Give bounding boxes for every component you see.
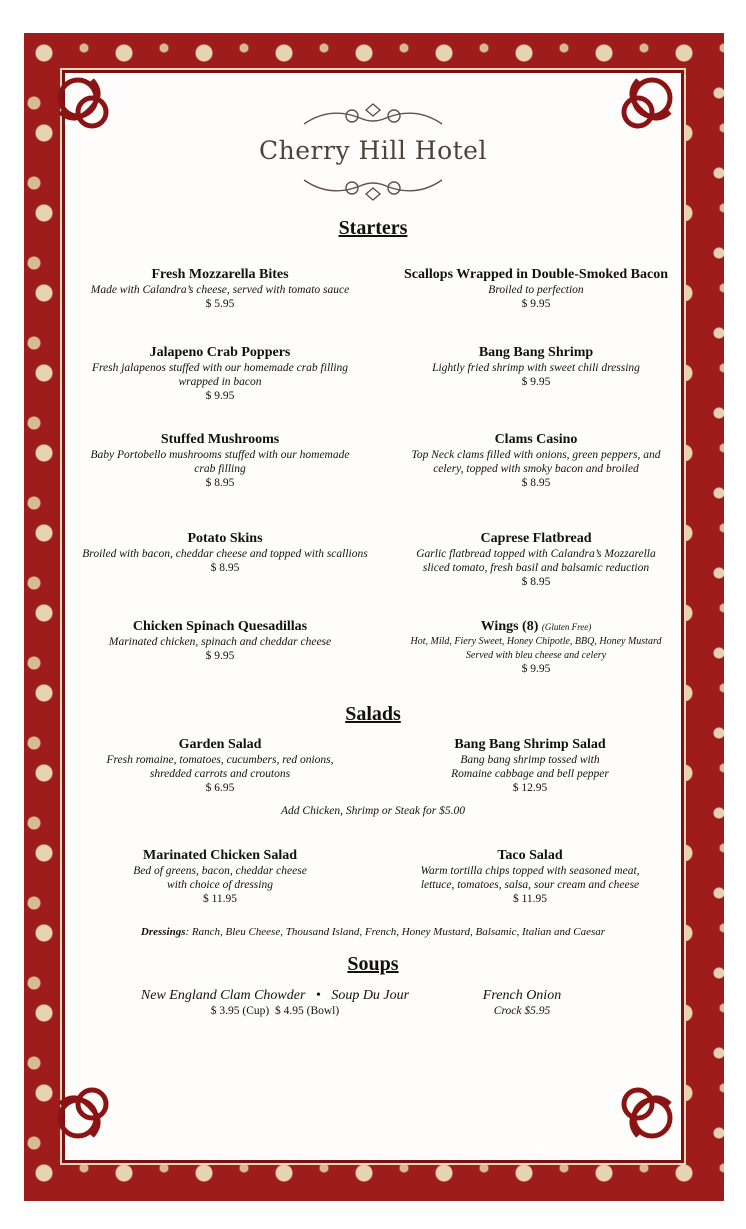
item-desc: Lightly fried shrimp with sweet chili dressing <box>432 362 640 374</box>
item-desc: sliced tomato, fresh basil and balsamic reduction <box>422 562 650 574</box>
item-desc: Bang bang shrimp tossed with <box>460 754 600 766</box>
item-price: $ 8.95 <box>205 477 235 489</box>
item-desc: Made with Calandra’s cheese, served with tomato sauce <box>90 284 350 296</box>
item-desc: Baby Portobello mushrooms stuffed with our homemade <box>90 449 350 461</box>
item-desc: shredded carrots and croutons <box>149 768 291 780</box>
item-name: Chicken Spinach Quesadillas <box>132 619 308 634</box>
item-name: Stuffed Mushrooms <box>160 432 280 447</box>
item-desc: wrapped in bacon <box>178 376 262 388</box>
section-title-soups: Soups <box>347 953 399 975</box>
item-price: $ 11.95 <box>512 893 548 905</box>
menu-item <box>60 848 380 906</box>
add-protein-note: Add Chicken, Shrimp or Steak for $5.00 <box>281 805 465 817</box>
item-name: Potato Skins <box>187 531 263 546</box>
menu-item <box>60 345 380 403</box>
item-desc: Fresh romaine, tomatoes, cucumbers, red onions, <box>106 754 334 766</box>
watermark: menupix <box>514 1134 604 1156</box>
item-desc: with choice of dressing <box>167 879 273 891</box>
menu-item <box>380 267 692 311</box>
item-price: $ 6.95 <box>205 782 235 794</box>
item-name: Clams Casino <box>494 432 578 447</box>
dressings-line <box>0 926 746 938</box>
menu-item <box>60 737 380 795</box>
item-desc: Broiled to perfection <box>488 284 584 296</box>
flourish-top-icon <box>300 102 446 132</box>
celtic-knot-icon <box>614 1080 678 1144</box>
item-name: Marinated Chicken Salad <box>142 848 297 863</box>
item-name: Jalapeno Crab Poppers <box>149 345 291 360</box>
item-desc: celery, topped with smoky bacon and broiled <box>433 463 639 475</box>
item-price: $ 9.95 <box>521 376 551 388</box>
item-desc: Broiled with bacon, cheddar cheese and topped with scallions <box>82 548 368 560</box>
item-price: $ 8.95 <box>521 477 551 489</box>
item-desc: Warm tortilla chips topped with seasoned meat, <box>420 865 640 877</box>
item-name: Caprese Flatbread <box>480 531 592 546</box>
item-price: $ 9.95 <box>521 663 551 675</box>
item-desc: lettuce, tomatoes, salsa, sour cream and cheese <box>420 879 640 891</box>
item-name-text: Wings (8) <box>480 619 539 634</box>
soup-item <box>110 988 440 1018</box>
menu-item <box>380 848 680 906</box>
soup-names: New England Clam Chowder • Soup Du Jour <box>140 988 410 1003</box>
soup-name: French Onion <box>482 988 562 1003</box>
gluten-free-tag: (Gluten Free) <box>541 622 592 632</box>
item-name: Taco Salad <box>497 848 563 863</box>
section-title-salads: Salads <box>345 703 401 725</box>
menu-item <box>380 432 692 490</box>
flourish-bottom-icon <box>300 172 446 202</box>
item-price: $ 5.95 <box>205 298 235 310</box>
item-name: Garden Salad <box>178 737 262 752</box>
item-desc: Bed of greens, bacon, cheddar cheese <box>133 865 307 877</box>
menu-item <box>60 619 380 663</box>
menu-item <box>60 267 380 311</box>
item-name: Bang Bang Shrimp Salad <box>454 737 606 752</box>
hotel-name: Cherry Hill Hotel <box>259 136 487 165</box>
item-desc: Top Neck clams filled with onions, green peppers, and <box>411 449 661 461</box>
celtic-knot-icon <box>614 72 678 136</box>
menu-item <box>60 432 380 490</box>
item-desc: crab filling <box>194 463 246 475</box>
item-desc: Hot, Mild, Fiery Sweet, Honey Chipotle, BBQ, Honey Mustard <box>410 636 662 647</box>
item-price: $ 12.95 <box>512 782 548 794</box>
item-price: $ 9.95 <box>205 650 235 662</box>
item-desc: Served with bleu cheese and celery <box>465 650 607 661</box>
item-price: $ 11.95 <box>202 893 238 905</box>
section-title-starters: Starters <box>338 217 408 239</box>
menu-item <box>380 619 692 676</box>
menu-item <box>380 737 680 795</box>
item-name: Scallops Wrapped in Double-Smoked Bacon <box>404 267 668 282</box>
item-price: $ 9.95 <box>521 298 551 310</box>
dressings-list: : Ranch, Bleu Cheese, Thousand Island, French, Honey Mustard, Balsamic, Italian and Caesar <box>185 926 606 938</box>
dressings-label: Dressings <box>140 926 186 938</box>
item-desc: Garlic flatbread topped with Calandra’s Mozzarella <box>416 548 656 560</box>
soup-item <box>442 988 602 1018</box>
soup-price: Crock $5.95 <box>493 1005 551 1017</box>
item-name: Bang Bang Shrimp <box>478 345 594 360</box>
celtic-knot-icon <box>52 1080 116 1144</box>
item-price: $ 8.95 <box>210 562 240 574</box>
soup-price: $ 3.95 (Cup) $ 4.95 (Bowl) <box>210 1005 340 1017</box>
item-name <box>380 619 692 635</box>
item-desc: Marinated chicken, spinach and cheddar cheese <box>108 636 332 648</box>
celtic-knot-icon <box>52 72 116 136</box>
item-desc: Romaine cabbage and bell pepper <box>451 768 609 780</box>
item-name: Fresh Mozzarella Bites <box>151 267 289 282</box>
item-price: $ 8.95 <box>521 576 551 588</box>
item-price: $ 9.95 <box>205 390 235 402</box>
menu-item <box>60 531 390 575</box>
menu-item <box>380 345 692 389</box>
menu-item <box>380 531 692 589</box>
item-desc: Fresh jalapenos stuffed with our homemade crab filling <box>91 362 349 374</box>
